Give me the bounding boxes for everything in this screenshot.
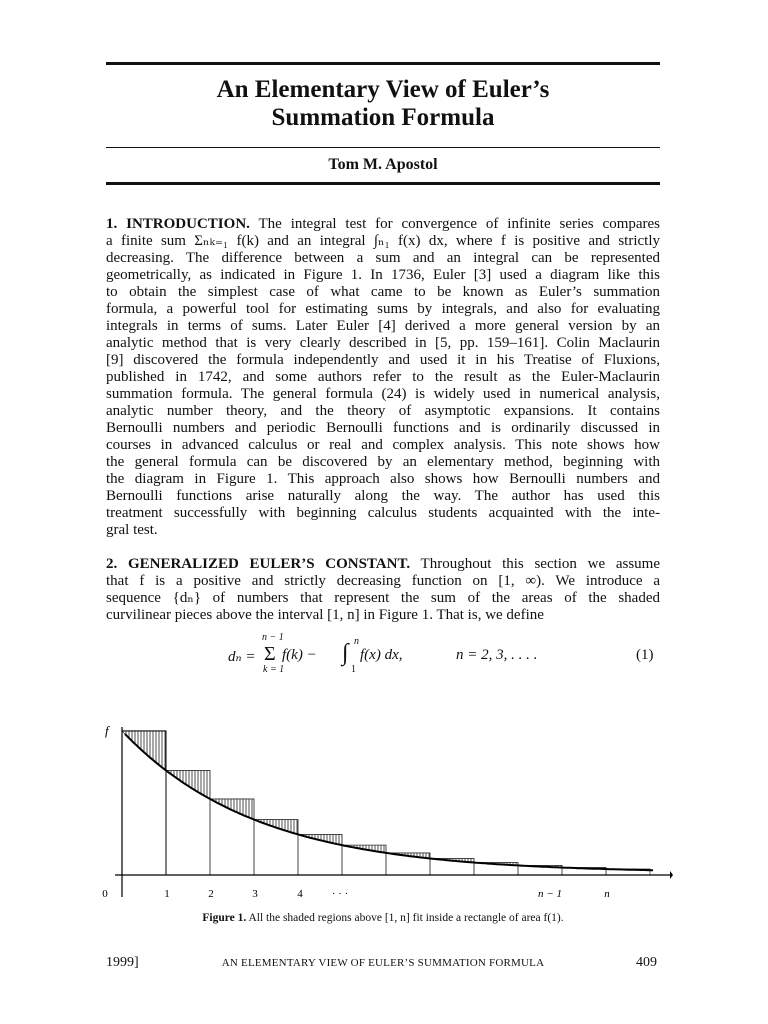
section-1-line: summation formula. The general formula (24) is widely used in numerical analysis,: [106, 386, 660, 402]
eq-range: n = 2, 3, . . . .: [456, 647, 538, 663]
section-1-line: integrals in terms of sums. Later Euler [4] derived a more general version by an: [106, 318, 660, 334]
author: Tom M. Apostol: [328, 156, 438, 173]
decreasing-curve: [125, 734, 653, 870]
caption-label: Figure 1.: [202, 912, 247, 924]
section-2-line: 2. GENERALIZED EULER’S CONSTANT. Throughout this section we assume: [106, 556, 660, 572]
section-1-line: [9] discovered the formula independently and used it in his Treatise of Fluxions,: [106, 352, 660, 368]
title-rule: [106, 147, 660, 148]
x-label-3: 3: [252, 888, 258, 900]
eq-sum-symbol: Σ: [264, 643, 276, 665]
paper-title: [106, 76, 660, 132]
x-label-2: 2: [208, 888, 214, 900]
y-axis-label-f: f: [105, 723, 109, 738]
section-1-line: gral test.: [106, 522, 158, 538]
section-2-line: curvilinear pieces above the interval [1, n] in Figure 1. That is, we define: [106, 607, 544, 623]
x-label-4: 4: [297, 888, 303, 900]
section-1-line: Bernoulli functions arise naturally along the way. The author has used this: [106, 488, 660, 504]
x-label-n-minus-1: n − 1: [538, 888, 562, 900]
eq-int-symbol: ∫: [342, 640, 349, 666]
footer-running-title: AN ELEMENTARY VIEW OF EULER’S SUMMATION FORMULA: [221, 957, 545, 969]
title-line-1: An Elementary View of Euler’s: [216, 76, 550, 103]
section-1-line: analytic method that is very clearly described in [5, pp. 159–161]. Colin Maclaurin: [106, 335, 660, 351]
eq-lhs: dₙ =: [228, 649, 256, 665]
section-1-line: formula, a powerful tool for estimating sums by integrals, and also for evaluating: [106, 301, 660, 317]
section-2-line: sequence {dₙ} of numbers that represent the sum of the areas of the shaded: [106, 590, 660, 606]
eq-sum-top: n − 1: [262, 632, 284, 643]
x-label-n: n: [604, 888, 610, 900]
caption-text: All the shaded regions above [1, n] fit inside a rectangle of area f(1).: [246, 912, 564, 924]
section-1-line: decreasing. The difference between a sum and an integral can be represented: [106, 250, 660, 266]
x-label-1: 1: [164, 888, 170, 900]
x-axis-arrow: [670, 871, 673, 879]
title-line-2: Summation Formula: [271, 104, 495, 131]
section-1-line: the general formula can be discovered by an elementary method, beginning with: [106, 454, 660, 470]
section-1-line: 1. INTRODUCTION. The integral test for convergence of infinite series compares: [106, 216, 661, 232]
eq-int-body: f(x) dx,: [360, 647, 403, 663]
section-1-line: treatment successfully with beginning calculus students acquainted with the inte-: [106, 505, 660, 521]
eq-sum-body: f(k) −: [282, 647, 317, 663]
section-1-line: published in 1742, and some authors refer to the result as the Euler-Maclaurin: [106, 369, 660, 385]
author-rule: [106, 182, 660, 185]
x-label-0: 0: [102, 888, 108, 900]
section-1-paragraph: [106, 216, 660, 539]
section-2-heading: 2. GENERALIZED EULER’S CONSTANT.: [106, 556, 411, 572]
section-1-heading: 1. INTRODUCTION.: [106, 216, 250, 232]
section-1-line: to obtain the simplest case of what came to be known as Euler’s summation: [106, 284, 660, 300]
top-rule: [106, 62, 660, 65]
figure-1: [95, 705, 675, 905]
section-2-line: that f is a positive and strictly decreasing function on [1, ∞). We introduce a: [106, 573, 660, 589]
eq-sum-bottom: k = 1: [263, 664, 285, 675]
equation-1: [106, 634, 660, 680]
section-1-line: courses in advanced calculus or real and complex analysis. This note shows how: [106, 437, 660, 453]
page-number: 409: [636, 955, 657, 970]
footer-year: 1999]: [106, 955, 139, 970]
eq-int-top: n: [354, 636, 359, 647]
section-2-paragraph: [106, 556, 660, 624]
section-1-line: the diagram in Figure 1. This approach also shows how Bernoulli numbers and: [106, 471, 660, 487]
section-1-line: Bernoulli numbers and periodic Bernoulli functions and is ordinarily discussed in: [106, 420, 660, 436]
section-1-line: geometrically, as indicated in Figure 1. In 1736, Euler [3] used a diagram like this: [106, 267, 660, 283]
x-label-dots: · · ·: [331, 888, 349, 900]
section-1-line: a finite sum Σₙₖ₌₁ f(k) and an integral ∫ₙ₁ f(x) dx, where f is positive and strictly: [106, 233, 660, 249]
figure-caption: [106, 912, 660, 924]
section-1-line: analytic number theory, and the theory of asymptotic expansions. It contains: [106, 403, 660, 419]
eq-int-bottom: 1: [351, 664, 356, 675]
eq-number: (1): [636, 647, 654, 663]
